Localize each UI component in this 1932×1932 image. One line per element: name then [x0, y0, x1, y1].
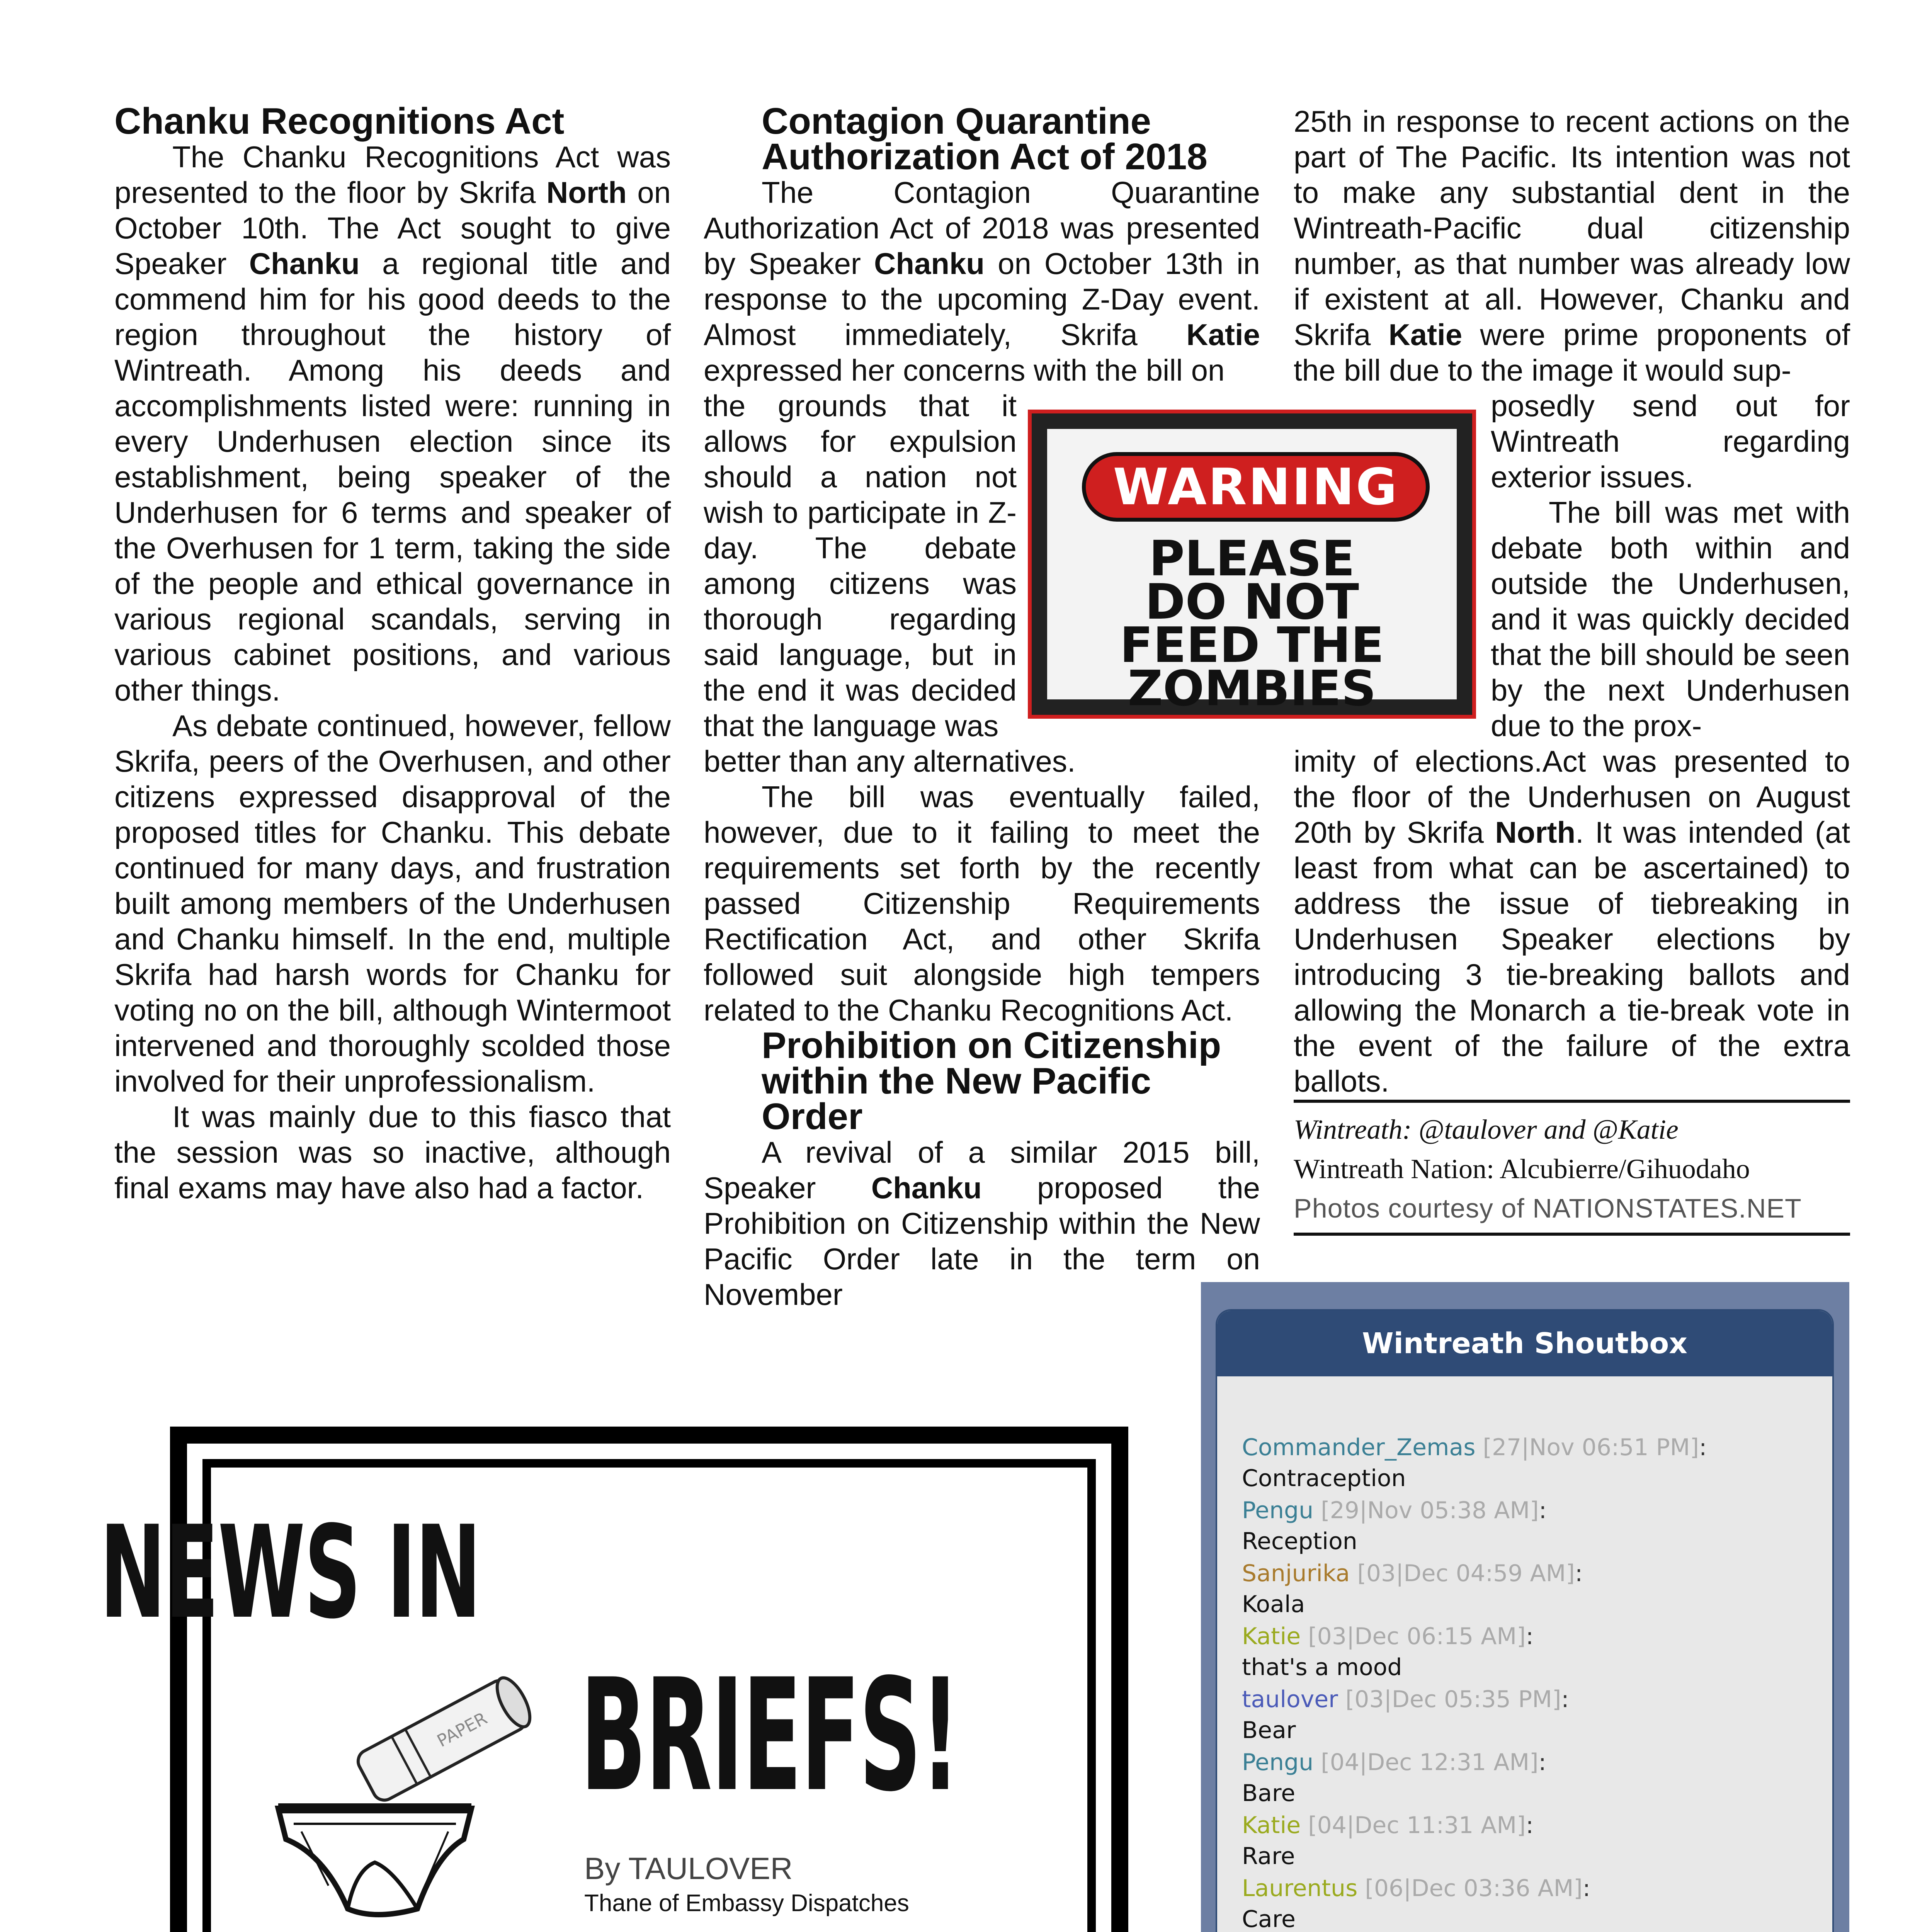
article-paragraph: As debate continued, however, fellow Skrifa, peers of the Overhusen, and other citizens expressed disapproval of the proposed titles for Chanku. This debate continued for many days, and frustration built among members of the Underhusen and Chanku himself. In the end, multiple Skrifa had harsh words for Chanku for voting no on the bill, although Wintermoot intervened and thoroughly scolded those involved for their unprofessionalism. [114, 709, 671, 1098]
shout-username[interactable]: taulover [1242, 1686, 1338, 1713]
shoutbox-panel [1216, 1309, 1834, 1932]
shout-colon: : [1538, 1749, 1546, 1776]
shout-username[interactable]: Pengu [1242, 1749, 1314, 1776]
briefs-author-role: Thane of Embassy Dispatches [584, 1890, 909, 1917]
text-run: a regional title and commend him for his good deeds to the region throughout the history of Wintreath. Among his deeds and accomplishments listed were: running in every Underhusen election since its establishment, being speaker of the Underhusen for 6 terms and speaker of the Overhusen for 1 term, taking the side of the people and ethical governance in various regional scandals, serving in various cabinet positions, and various other things. [114, 247, 671, 707]
article-heading: Chanku Recognitions Act [114, 100, 565, 142]
shout-colon: : [1582, 1875, 1590, 1902]
article-paragraph: better than any alternatives. [704, 744, 1076, 778]
article-heading: Contagion Quarantine Authorization Act of 2018 [762, 100, 1208, 177]
shoutbox-title: Wintreath Shoutbox [1217, 1311, 1832, 1376]
shout-message [1242, 1684, 1814, 1747]
shout-timestamp: [03|Dec 05:35 PM] [1345, 1686, 1561, 1713]
shout-colon: : [1561, 1686, 1569, 1713]
shout-colon: : [1539, 1497, 1547, 1524]
warning-sign-image [1028, 410, 1476, 719]
shout-message-header [1242, 1684, 1814, 1715]
bold-name: Chanku [874, 247, 985, 281]
shout-username[interactable]: Katie [1242, 1623, 1301, 1650]
shout-text: Bear [1242, 1717, 1296, 1744]
text-run: proposed the Prohibition on Citizenship within the New Pacific Order late in the term on November [704, 1171, 1260, 1311]
article-paragraph [704, 175, 1260, 388]
shout-username[interactable]: Commander_Zemas [1242, 1434, 1476, 1461]
article-chanku-recognitions [114, 100, 671, 1206]
text-run: The Chanku Recognitions Act was presented to the floor by Skrifa [114, 140, 671, 209]
shout-message [1242, 1873, 1814, 1932]
article-heading: Prohibition on Citizenship within the New Pacific Order [762, 1025, 1221, 1137]
credit-line: Wintreath Nation: Alcubierre/Gihuodaho [1294, 1153, 1750, 1184]
shout-timestamp: [03|Dec 06:15 AM] [1308, 1623, 1526, 1650]
shout-message-header [1242, 1558, 1814, 1589]
photo-credits [1294, 1100, 1850, 1236]
warning-line: FEED THE [1119, 617, 1384, 673]
shout-message [1242, 1747, 1814, 1810]
text-run: on October 13th in response to the upcoming Z-Day event. Almost immediately, Skrifa [704, 247, 1260, 352]
briefs-newspaper-illustration [270, 1638, 564, 1932]
shout-message [1242, 1495, 1814, 1558]
article-paragraph: It was mainly due to this fiasco that the session was so inactive, although final exams may have also had a factor. [114, 1100, 671, 1205]
shout-text: Care [1242, 1906, 1296, 1932]
bold-name: Katie [1388, 318, 1463, 352]
shout-text: that's a mood [1242, 1654, 1402, 1681]
text-run: The Contagion Quarantine Authorization Act of 2018 was presented by Speaker [704, 175, 1260, 281]
shout-message [1242, 1558, 1814, 1621]
text-run: on October 10th. The Act sought to give Speaker [114, 175, 671, 281]
rolled-newspaper-icon [354, 1673, 536, 1804]
shout-message-header [1242, 1621, 1814, 1652]
credit-line: Wintreath: @taulover and @Katie [1294, 1114, 1679, 1145]
shout-username[interactable]: Katie [1242, 1812, 1301, 1839]
paper-label: PAPER [434, 1708, 491, 1751]
shout-timestamp: [06|Dec 03:36 AM] [1365, 1875, 1583, 1902]
shout-text: Contraception [1242, 1465, 1406, 1492]
text-run: were prime proponents of the bill due to the image it would sup- [1294, 318, 1850, 387]
warning-line: DO NOT [1145, 573, 1359, 630]
shout-text: Rare [1242, 1843, 1295, 1870]
shout-message-header [1242, 1810, 1814, 1841]
article-paragraph-wrap: posedly send out for Wintreath regarding exterior issues. [1491, 389, 1850, 494]
shout-colon: : [1526, 1812, 1534, 1839]
text-run: . It was intended (at least from what can be ascertained) to address the issue of tiebreaking in Underhusen Speaker elections by introducing 3 tie-breaking ballots and allowing the Monarch a tie-break vote in the event of the failure of the extra ballots. [1294, 815, 1850, 1098]
shout-message-header [1242, 1873, 1814, 1904]
warning-line: PLEASE [1149, 530, 1355, 587]
warning-badge: WARNING [1082, 452, 1430, 522]
article-paragraph [1294, 104, 1850, 388]
warning-line: ZOMBIES [1128, 660, 1376, 717]
shout-message-header [1242, 1495, 1814, 1526]
bold-name: North [1495, 815, 1576, 849]
shout-message-header [1242, 1432, 1814, 1463]
briefs-title-line2: BRIEFS! [580, 1646, 959, 1826]
text-run: expressed her concerns with the bill on [704, 353, 1225, 387]
shoutbox-messages[interactable] [1242, 1432, 1814, 1932]
shout-message [1242, 1621, 1814, 1684]
briefs-title-line1: NEWS IN [100, 1498, 481, 1647]
shout-text: Bare [1242, 1780, 1296, 1807]
shout-timestamp: [04|Dec 11:31 AM] [1308, 1812, 1526, 1839]
shout-text: Koala [1242, 1591, 1305, 1618]
shout-colon: : [1526, 1623, 1534, 1650]
shout-timestamp: [27|Nov 06:51 PM] [1483, 1434, 1699, 1461]
underwear-briefs-icon [278, 1808, 471, 1915]
text-run: 25th in response to recent actions on the part of The Pacific. Its intention was not to make any substantial dent in the Wintreath-Pacific dual citizenship number, as that number was already low if existent at all. However, Chanku and Skrifa [1294, 104, 1850, 352]
bold-name: Chanku [871, 1171, 982, 1205]
shout-message [1242, 1810, 1814, 1873]
shout-message-header [1242, 1747, 1814, 1778]
shoutbox-widget [1201, 1282, 1849, 1932]
text-run: imity of elections.Act was presented to the floor of the Underhusen on August 20th by Skrifa [1294, 744, 1850, 849]
shout-timestamp: [04|Dec 12:31 AM] [1321, 1749, 1539, 1776]
shout-timestamp: [29|Nov 05:38 AM] [1321, 1497, 1539, 1524]
shout-colon: : [1575, 1560, 1583, 1587]
article-paragraph [1294, 743, 1850, 1099]
credit-line: Photos courtesy of NATIONSTATES.NET [1294, 1193, 1802, 1223]
shout-timestamp: [03|Dec 04:59 AM] [1357, 1560, 1575, 1587]
article-paragraph [704, 1134, 1260, 1312]
article-paragraph-wrap: the grounds that it allows for expulsion should a nation not wish to participate in Z-day. The debate among citizens was thorough regarding said language, but in the end it was decided that the language was [704, 389, 1017, 743]
warning-sign-plate [1047, 429, 1457, 717]
shout-username[interactable]: Laurentus [1242, 1875, 1358, 1902]
shout-message [1242, 1432, 1814, 1495]
bold-name: Katie [1186, 318, 1260, 352]
text-run: A revival of a similar 2015 bill, Speaker [704, 1135, 1260, 1205]
warning-text [1047, 530, 1457, 717]
shout-text: Reception [1242, 1528, 1357, 1555]
bold-name: North [546, 175, 627, 209]
article-paragraph-wrap: The bill was met with debate both within and outside the Underhusen, and it was quickly decided that the bill should be seen by the next Underhusen due to the prox- [1491, 495, 1850, 743]
bold-name: Chanku [249, 247, 360, 281]
shout-username[interactable]: Pengu [1242, 1497, 1314, 1524]
briefs-byline: By TAULOVER [584, 1851, 793, 1886]
shout-username[interactable]: Sanjurika [1242, 1560, 1350, 1587]
article-paragraph: The bill was eventually failed, however, due to it failing to meet the requirements set forth by the recently passed Citizenship Requirements Rectification Act, and other Skrifa followed suit alongside high tempers related to the Chanku Recognitions Act. [704, 780, 1260, 1027]
article-paragraph [114, 139, 671, 708]
shout-colon: : [1699, 1434, 1707, 1461]
